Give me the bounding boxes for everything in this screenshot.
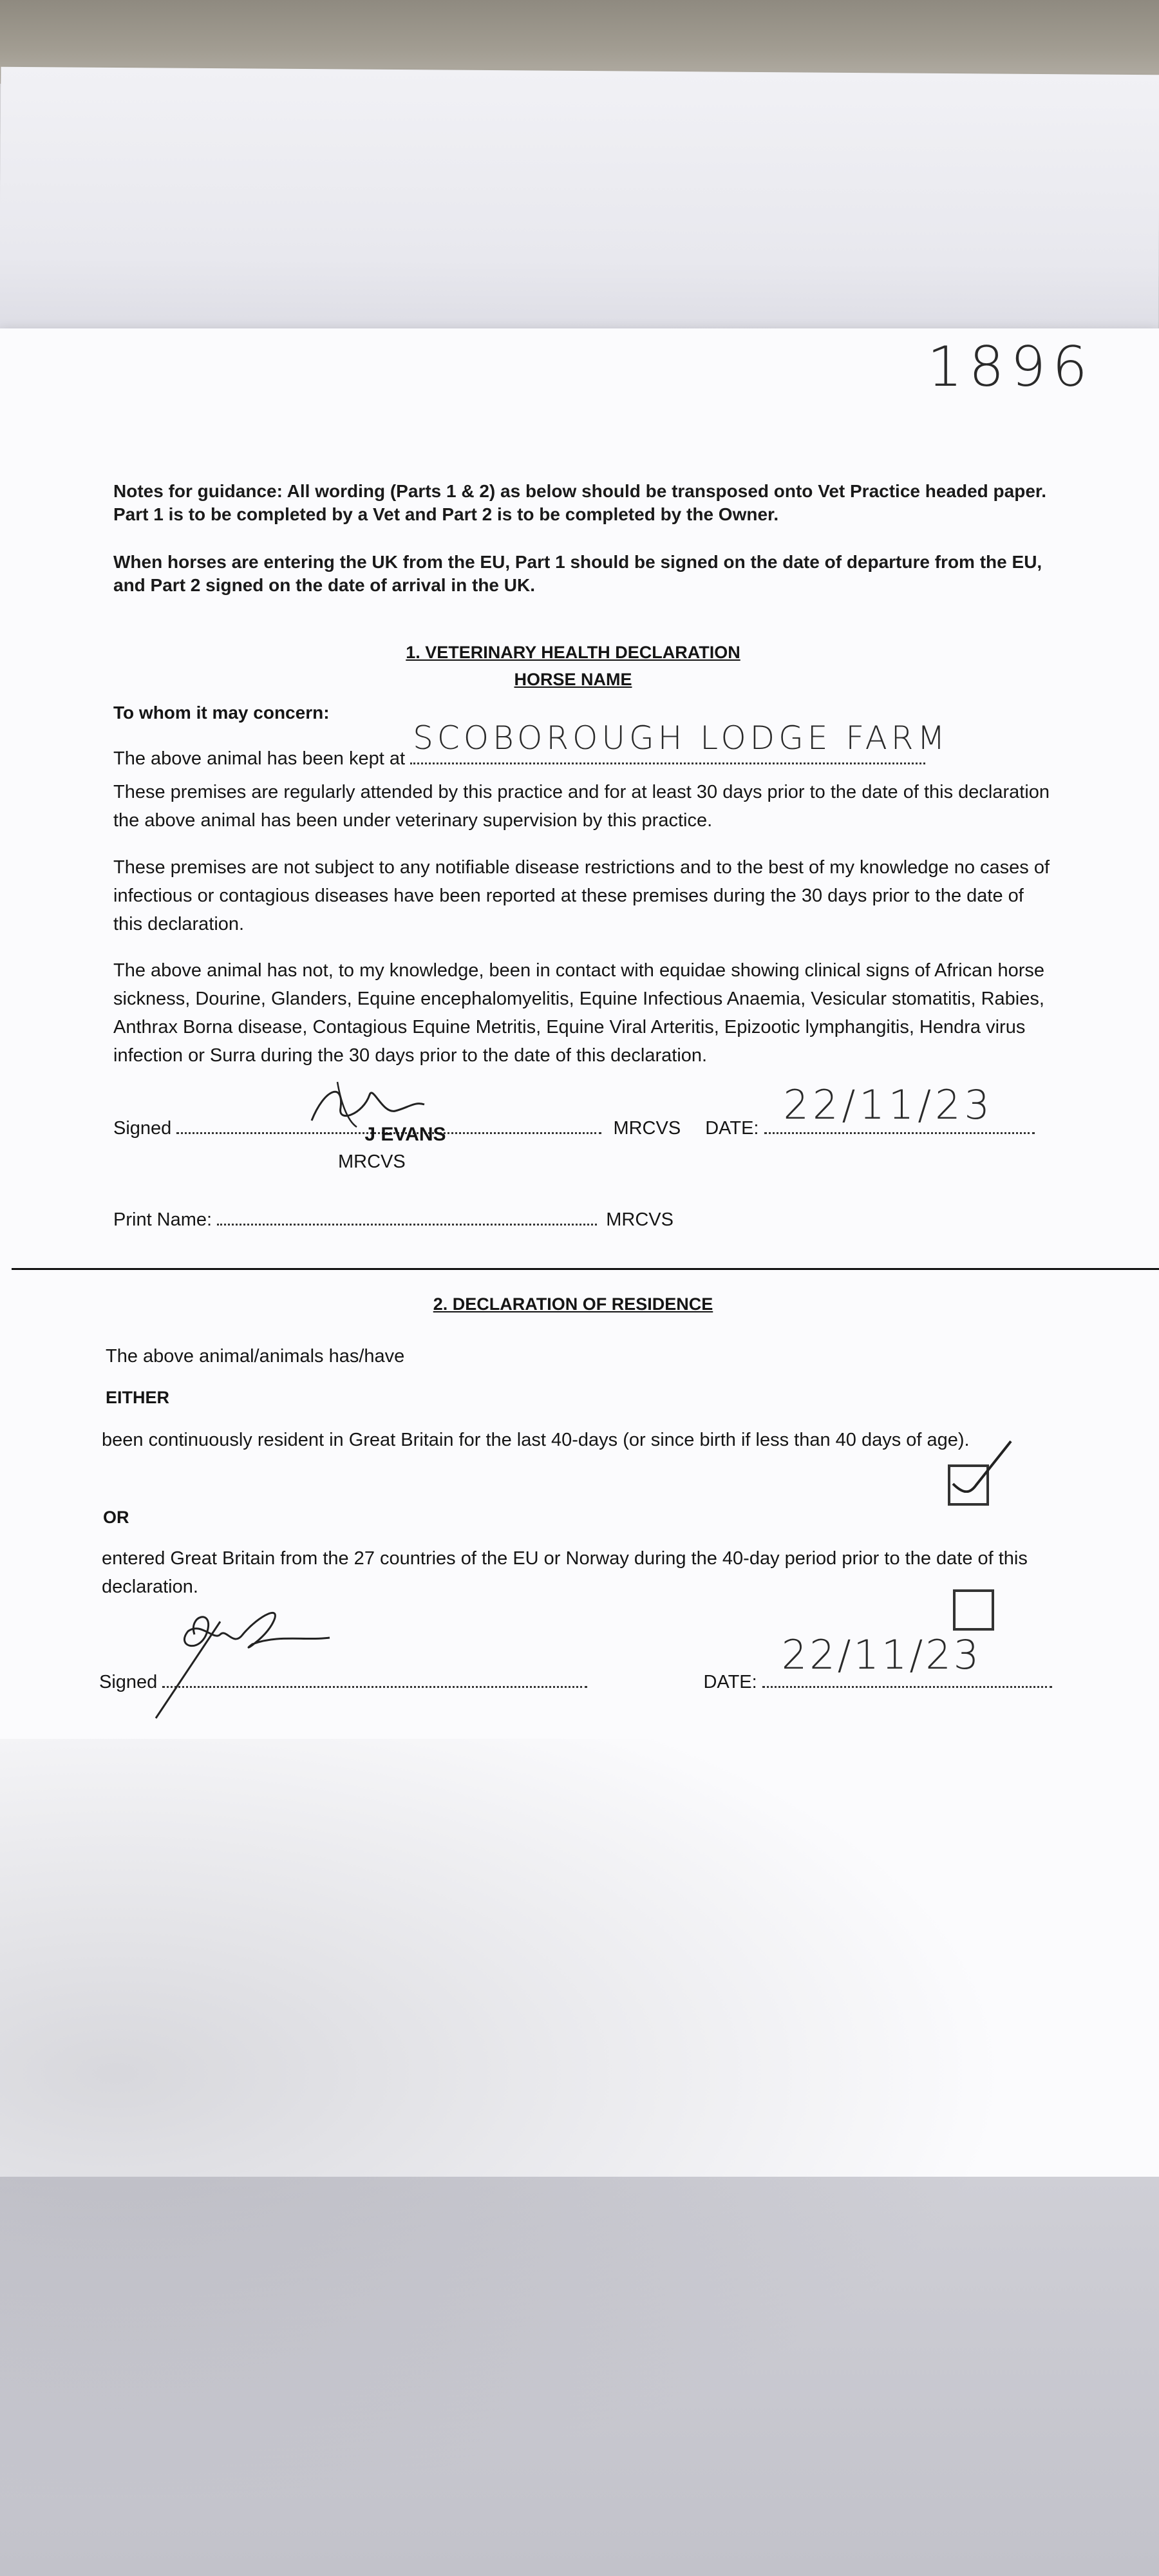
notes-entry: When horses are entering the UK from the EU, Part 1 should be signed on the date of departure from the EU, and Part 2 signed on the date of arrival in the UK. bbox=[113, 552, 1042, 595]
overlapping-paper-sheet bbox=[0, 67, 1159, 346]
vet-date-value: 22/11/23 bbox=[783, 1081, 994, 1128]
owner-date-label: DATE: bbox=[703, 1672, 757, 1692]
vet-date-field[interactable] bbox=[764, 1081, 1035, 1134]
option1-text: been continuously resident in Great Britain for the last 40-days (or since birth if less than 40 days of age). bbox=[102, 1430, 970, 1450]
part1-heading: 1. VETERINARY HEALTH DECLARATION bbox=[406, 643, 740, 662]
owner-date-value: 22/11/23 bbox=[781, 1631, 982, 1678]
vet-stamp-name: J EVANS bbox=[364, 1124, 446, 1145]
salutation: To whom it may concern: bbox=[113, 703, 330, 723]
option2-text: entered Great Britain from the 27 countries of the EU or Norway during the 40-day period prior to the date of this declaration. bbox=[102, 1548, 1028, 1597]
horse-name-heading: HORSE NAME bbox=[514, 670, 632, 689]
print-name-label: Print Name: bbox=[113, 1209, 212, 1230]
print-name-row bbox=[113, 1204, 1053, 1234]
owner-signed-row bbox=[99, 1631, 1129, 1696]
document-page bbox=[0, 328, 1159, 2183]
part2-intro: The above animal/animals has/have bbox=[106, 1346, 405, 1367]
owner-date-field[interactable] bbox=[762, 1631, 1052, 1688]
vet-signed-label: Signed bbox=[113, 1118, 172, 1139]
para-attended: These premises are regularly attended by this practice and for at least 30 days prior to the date of this declaration the above animal has been under veterinary supervision by this practice. bbox=[113, 782, 1050, 831]
option1-checkbox[interactable] bbox=[948, 1464, 989, 1506]
reference-number: 1896 bbox=[927, 335, 1094, 399]
print-mrcvs-label: MRCVS bbox=[606, 1209, 674, 1230]
owner-signature-image bbox=[149, 1596, 343, 1725]
or-label: OR bbox=[103, 1508, 129, 1527]
vet-mrcvs-label: MRCVS bbox=[613, 1118, 681, 1139]
either-label: EITHER bbox=[106, 1388, 170, 1407]
vet-signed-row bbox=[113, 1081, 1144, 1145]
para-restrictions: These premises are not subject to any notifiable disease restrictions and to the best of my knowledge no cases of infectious or contagious diseases have been reported at these premises during the 30 days prior to the date of this declaration. bbox=[113, 857, 1050, 934]
owner-signature-field[interactable] bbox=[162, 1667, 587, 1688]
vet-stamp-title: MRCVS bbox=[338, 1151, 406, 1172]
para-contact: The above animal has not, to my knowledge, been in contact with equidae showing clinical signs of African horse sickness, Dourine, Glanders, Equine encephalomyelitis, Equine Infectious Anaemia, Vesicular stomatitis, Rabies, Anthrax Borna disease, Contagious Equine Metritis, Equine Viral Arteritis, Epizootic lymphangitis, Hendra virus infection or Surra during the 30 days prior to the date of this declaration. bbox=[113, 960, 1045, 1066]
section-divider bbox=[12, 1268, 1159, 1270]
kept-at-row bbox=[113, 719, 1053, 773]
owner-signed-label: Signed bbox=[99, 1672, 158, 1692]
underlying-paper-sheet bbox=[0, 2177, 1159, 2576]
part2-heading: 2. DECLARATION OF RESIDENCE bbox=[433, 1294, 713, 1314]
kept-at-label: The above animal has been kept at bbox=[113, 748, 406, 769]
kept-at-field[interactable] bbox=[410, 719, 949, 764]
option2-checkbox[interactable] bbox=[953, 1589, 994, 1631]
check-mark-icon bbox=[944, 1422, 1015, 1493]
vet-signature-field[interactable] bbox=[176, 1113, 601, 1145]
kept-at-value: SCOBOROUGH LODGE FARM bbox=[413, 719, 949, 757]
vet-date-label: DATE: bbox=[705, 1118, 759, 1139]
check-tick bbox=[953, 1441, 1011, 1492]
notes-guidance: Notes for guidance: All wording (Parts 1 & 2) as below should be transposed onto Vet Practice headed paper. Part 1 is to be completed by a Vet and Part 2 is to be completed by the Owner. bbox=[113, 481, 1047, 524]
print-name-field[interactable] bbox=[217, 1204, 597, 1226]
